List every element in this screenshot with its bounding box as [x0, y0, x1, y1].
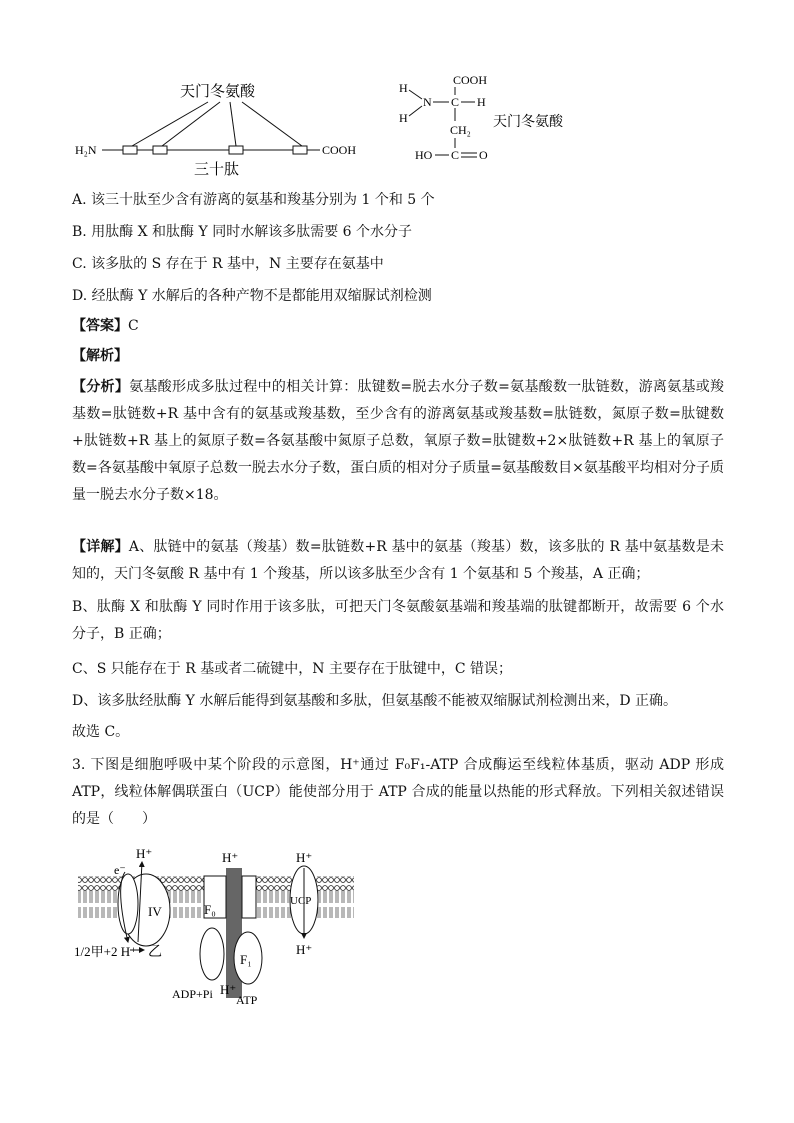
question-text: 下图是细胞呼吸中某个阶段的示意图，H⁺通过 F₀F₁-ATP 合成酶运至线粒体基质，驱动 ADP 形成 ATP，线粒体解偶联蛋白（UCP）能使部分用于 ATP 合成的能量以热能的形式释放。下列相关叙述错误的是（ ）: [72, 757, 725, 827]
label-yi: 乙: [148, 945, 162, 960]
formula-atom: H: [399, 111, 408, 125]
label-h-top-left: H⁺: [136, 846, 153, 861]
formula-atom: O: [479, 148, 488, 162]
conclusion: 故选 C。: [72, 724, 130, 740]
aspartate-label: 天门冬氨酸: [493, 115, 563, 130]
bond: [409, 90, 422, 99]
fenxi-paragraph: [72, 374, 724, 509]
xiangjie-d: D、该多肽经肽酶 Y 水解后能得到氨基酸和多肽，但氨基酸不能被双缩脲试剂检测出来，D 正确。: [72, 693, 678, 709]
formula-atom: CH₂: [450, 123, 471, 137]
option-b: B. 用肽酶 X 和肽酶 Y 同时水解该多肽需要 6 个水分子: [72, 224, 413, 240]
fenxi-tag: 【分析】: [72, 379, 130, 395]
label-ucp: UCP: [290, 895, 312, 907]
label-h-top-right: H⁺: [296, 850, 313, 865]
aspartate-structure-figure: [395, 68, 585, 168]
formula-atom: H: [399, 81, 408, 95]
label-left-equation: 1/2甲+2 H⁺: [74, 944, 137, 959]
answer-tag: 【答案】: [72, 318, 128, 334]
answer-line: [72, 316, 139, 336]
residue-box: [293, 146, 307, 154]
formula-atom: C: [451, 148, 460, 162]
amino-end: H₂N: [75, 143, 97, 157]
formula-atom: HO: [415, 148, 433, 162]
option-c: C. 该多肽的 S 存在于 R 基中，N 主要存在氨基中: [72, 256, 384, 272]
label-f1: F₁: [240, 952, 252, 967]
mitochondria-membrane-figure: [70, 842, 360, 1010]
f0-subunit: [242, 876, 256, 918]
peptide-chain-figure: [70, 76, 370, 180]
answer-value: C: [128, 318, 139, 334]
question-3: [72, 752, 724, 833]
option-a: A. 该三十肽至少含有游离的氨基和羧基分别为 1 个和 5 个: [72, 192, 435, 208]
xiangjie-a: [72, 534, 724, 588]
formula-atom: COOH: [453, 73, 488, 87]
analysis-tag: 【解析】: [72, 348, 128, 364]
label-iv: IV: [148, 904, 162, 919]
residue-box: [153, 146, 167, 154]
formula-atom: C: [451, 95, 460, 109]
xiangjie-b: B、肽酶 X 和肽酶 Y 同时作用于该多肽，可把天门冬氨酸氨基端和羧基端的肽键都断开，故需要 6 个水分子，B 正确；: [72, 599, 724, 642]
f1-head-left: [200, 928, 224, 980]
bond: [409, 106, 422, 116]
xiangjie-a-text: A、肽链中的氨基（羧基）数=肽链数+R 基中的氨基（羧基）数，该多肽的 R 基中氨基数是未知的，天门冬氨酸 R 基中有 1 个羧基，所以该多肽至少含有 1 个氨基和 5 个羧基，A 正确；: [72, 539, 724, 582]
residue-box: [123, 146, 137, 154]
xiangjie-tag: 【详解】: [72, 539, 129, 555]
label-h-bottom-right: H⁺: [296, 942, 313, 957]
label-f0: F₀: [204, 902, 216, 917]
aspartate-top-label: 天门冬氨酸: [180, 84, 256, 100]
option-d: D. 经肽酶 Y 水解后的各种产物不是都能用双缩脲试剂检测: [72, 288, 432, 304]
peptide-bottom-label: 三十肽: [194, 162, 240, 178]
label-h-top-mid: H⁺: [222, 850, 239, 865]
question-number: 3.: [72, 757, 86, 773]
residue-box: [229, 146, 243, 154]
carboxyl-end: COOH: [322, 143, 357, 157]
bracket-line: [230, 102, 236, 146]
label-electron: e⁻: [114, 863, 126, 877]
label-h-bottom-mid: H⁺: [220, 982, 237, 997]
formula-atom: H: [477, 95, 486, 109]
xiangjie-c: C、S 只能存在于 R 基或者二硫键中，N 主要存在于肽键中，C 错误；: [72, 661, 513, 677]
bracket-line: [242, 102, 302, 146]
formula-atom: N: [423, 95, 432, 109]
fenxi-text: 氨基酸形成多肽过程中的相关计算：肽键数=脱去水分子数=氨基酸数一肽链数，游离氨基或羧基数=肽链数+R 基中含有的氨基或羧基数，至少含有的游离氨基或羧基数=肽链数，氮原子数=肽键数+肽链数+R 基上的氮原子数=各氨基酸中氮原子总数，氧原子数=肽键数+2×肽链数+R 基上的氧原子数=各氨基酸中氧原子总数一脱去水分子数，蛋白质的相对分子质量=氨基酸数目×氨基酸平均相对分子质量一脱去水分子数×18。: [72, 379, 725, 503]
label-atp: ATP: [236, 993, 258, 1007]
label-adp: ADP+Pi: [172, 987, 213, 1001]
